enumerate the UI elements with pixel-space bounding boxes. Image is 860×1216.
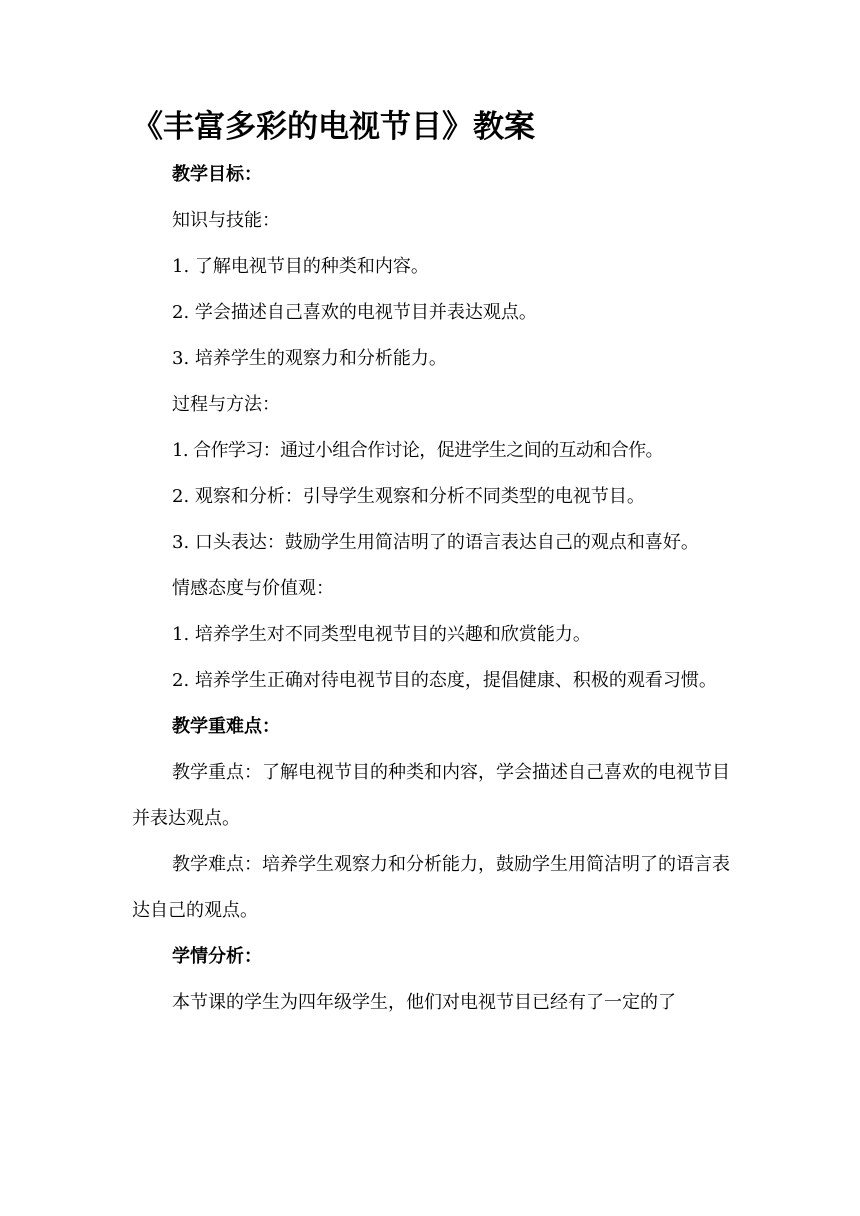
document-body xyxy=(132,98,730,1014)
objectives-heading: 教学目标： xyxy=(172,164,262,185)
list-item: 1. 合作学习：通过小组合作讨论，促进学生之间的互动和合作。 xyxy=(172,440,663,461)
list-item: 1. 培养学生对不同类型电视节目的兴趣和欣赏能力。 xyxy=(172,624,591,645)
list-item: 3. 口头表达：鼓励学生用简洁明了的语言表达自己的观点和喜好。 xyxy=(172,532,699,553)
analysis-text: 本节课的学生为四年级学生，他们对电视节目已经有了一定的了 xyxy=(172,992,676,1013)
list-item: 1. 了解电视节目的种类和内容。 xyxy=(172,256,429,277)
process-label: 过程与方法： xyxy=(172,394,280,415)
key-points-heading: 教学重难点： xyxy=(172,716,280,737)
list-item: 2. 观察和分析：引导学生观察和分析不同类型的电视节目。 xyxy=(172,486,645,507)
list-item: 3. 培养学生的观察力和分析能力。 xyxy=(172,348,447,369)
knowledge-label: 知识与技能： xyxy=(172,210,280,231)
list-item: 2. 学会描述自己喜欢的电视节目并表达观点。 xyxy=(172,302,537,323)
teaching-difficulty: 教学难点：培养学生观察力和分析能力，鼓励学生用简洁明了的语言表达自己的观点。 xyxy=(132,854,730,921)
document-title: 《丰富多彩的电视节目》教案 xyxy=(132,109,535,145)
analysis-heading: 学情分析： xyxy=(172,946,262,967)
teaching-focus: 教学重点：了解电视节目的种类和内容，学会描述自己喜欢的电视节目并表达观点。 xyxy=(132,762,730,829)
attitude-label: 情感态度与价值观： xyxy=(172,578,334,599)
list-item: 2. 培养学生正确对待电视节目的态度，提倡健康、积极的观看习惯。 xyxy=(172,670,717,691)
